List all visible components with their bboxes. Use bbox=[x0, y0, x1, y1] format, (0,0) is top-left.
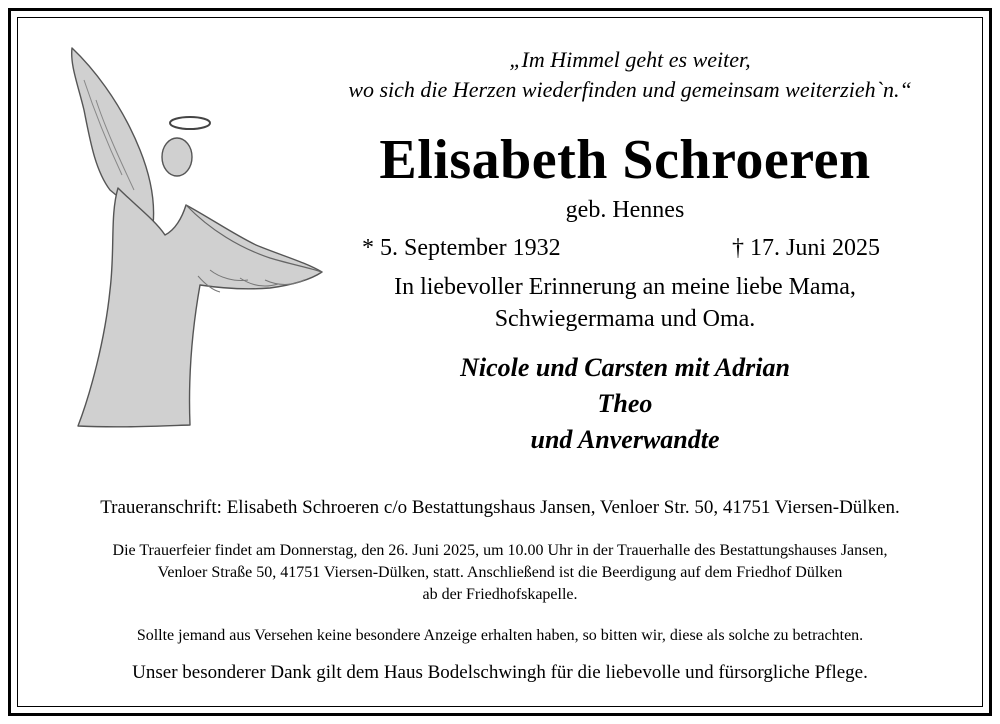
service-line-2: Venloer Straße 50, 41751 Viersen-Dülken, statt. Anschließend ist die Beerdigung auf dem Friedhof Dülken bbox=[157, 564, 843, 581]
mourning-address: Traueranschrift: Elisabeth Schroeren c/o Bestattungshaus Jansen, Venloer Str. 50, 41751 Viersen-Dülken. bbox=[100, 497, 900, 518]
quote-line-1: „Im Himmel geht es weiter, bbox=[509, 47, 751, 72]
thanks-text: Unser besonderer Dank gilt dem Haus Bodelschwingh für die liebevolle und fürsorgliche Pflege. bbox=[132, 662, 868, 683]
memory-line-1: In liebevoller Erinnerung an meine liebe Mama, bbox=[394, 274, 856, 300]
service-line-1: Die Trauerfeier findet am Donnerstag, den 26. Juni 2025, um 10.00 Uhr in der Trauerhalle des Bestattungshauses Jansen, bbox=[112, 542, 888, 559]
family-names bbox=[330, 350, 920, 458]
family-line-1: Nicole und Carsten mit Adrian bbox=[460, 353, 790, 382]
deceased-name: Elisabeth Schroeren bbox=[379, 129, 871, 191]
notice-note: Sollte jemand aus Versehen keine besondere Anzeige erhalten haben, so bitten wir, diese als solche zu betrachten. bbox=[136, 627, 864, 644]
quote-line-2: wo sich die Herzen wiederfinden und gemeinsam weiterzieh`n.“ bbox=[348, 77, 912, 102]
memory-text bbox=[330, 271, 920, 335]
family-line-2: Theo bbox=[597, 389, 653, 418]
memory-line-2: Schwiegermama und Oma. bbox=[494, 306, 756, 332]
body-shape bbox=[78, 188, 322, 427]
family-line-3: und Anverwandte bbox=[530, 425, 720, 454]
wing-shape bbox=[72, 48, 154, 225]
birth-date: * 5. September 1932 bbox=[362, 235, 561, 261]
head-shape bbox=[162, 138, 192, 176]
service-line-3: ab der Friedhofskapelle. bbox=[422, 586, 578, 603]
maiden-name: geb. Hennes bbox=[565, 197, 685, 223]
funeral-service-info bbox=[20, 540, 980, 606]
death-date: † 17. Juni 2025 bbox=[732, 235, 881, 261]
halo-shape bbox=[170, 117, 210, 129]
